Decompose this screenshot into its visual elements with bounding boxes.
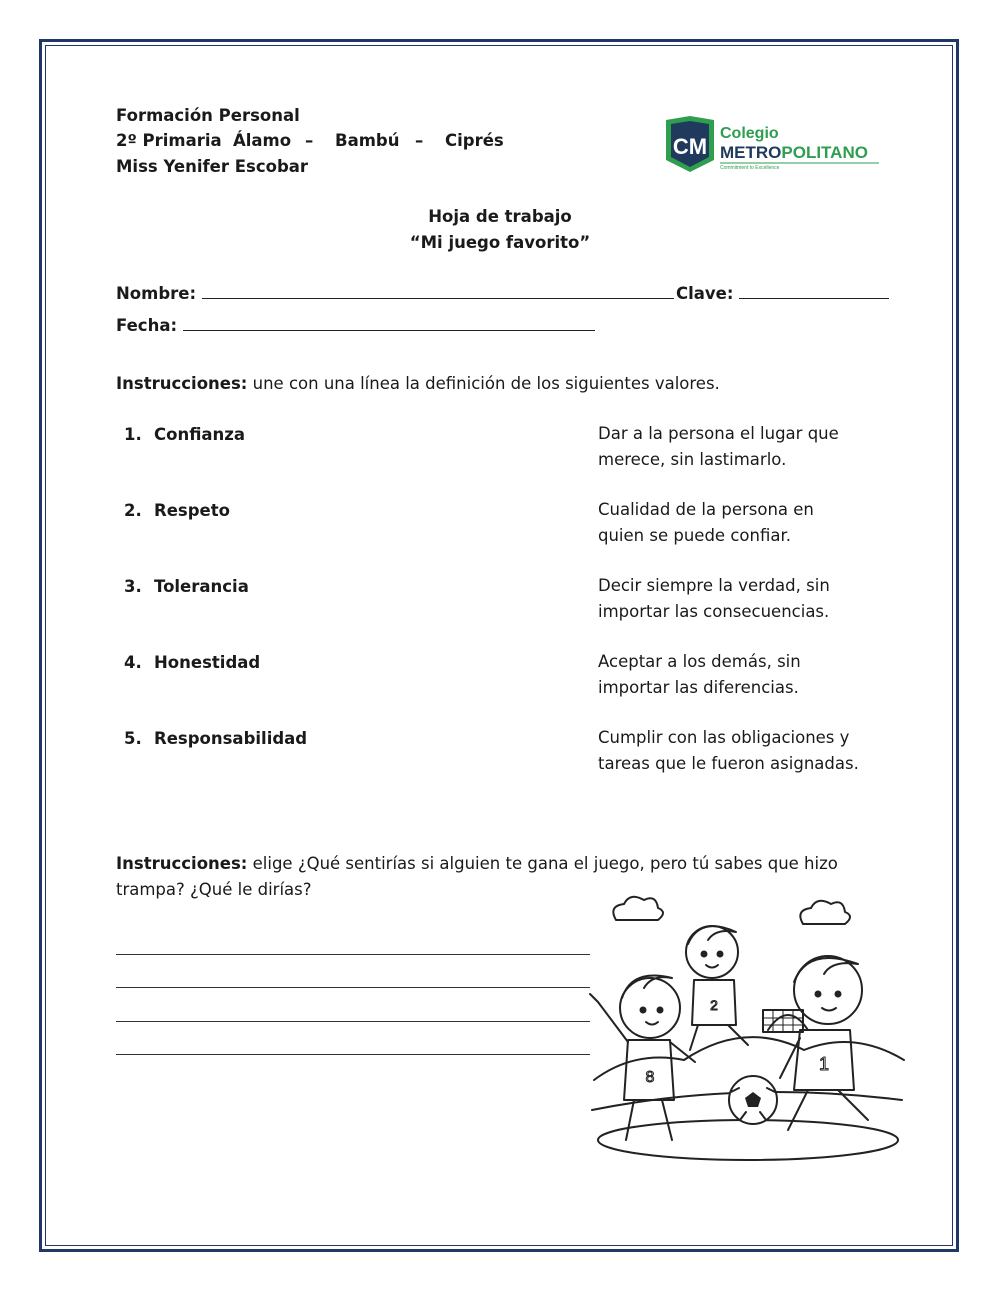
kid-eye [658,1008,663,1013]
cloud-icon [613,897,663,920]
kid-eye [816,992,821,997]
instructions-label: Instrucciones: [116,854,248,873]
term-number: 4. [124,653,142,672]
term-label: Confianza [154,425,246,444]
logo-initials: CM [672,134,708,159]
name-label: Nombre: [116,284,197,303]
subject-title: Formación Personal [116,106,300,125]
cloud-icon [800,901,850,924]
instructions-1 [116,371,720,397]
term-item[interactable] [124,729,307,748]
answer-line[interactable] [116,987,590,988]
date-label: Fecha: [116,316,178,335]
answer-line[interactable] [116,1054,590,1055]
dash: – [415,131,424,150]
term-item[interactable] [124,577,249,596]
kid-eye [718,952,723,957]
instructions-2-line1 [116,851,896,877]
kid-eye [836,992,841,997]
term-item[interactable] [124,501,230,520]
section-cipres: Ciprés [445,131,504,150]
definition-item[interactable] [598,497,898,549]
kid-legs [626,1100,672,1140]
name-input-line[interactable] [202,297,674,299]
kid-head [620,978,680,1038]
school-logo-graphic [664,116,884,176]
term-number: 2. [124,501,142,520]
term-label: Tolerancia [154,577,249,596]
term-number: 5. [124,729,142,748]
section-bambu: Bambú [335,131,400,150]
jersey-number: 1 [818,1054,830,1074]
key-label: Clave: [676,284,734,303]
kid-eye [702,952,707,957]
key-field [676,284,889,303]
definition-line: merece, sin lastimarlo. [598,450,787,469]
date-input-line[interactable] [183,329,595,331]
kid-smile [706,965,718,968]
logo-metropolitano [720,143,868,162]
term-label: Responsabilidad [154,729,308,748]
definition-line: tareas que le fueron asignadas. [598,754,859,773]
worksheet-subtitle: “Mi juego favorito” [409,233,591,252]
term-number: 3. [124,577,142,596]
definition-line: Decir siempre la verdad, sin [598,576,830,595]
definition-line: Aceptar a los demás, sin [598,652,801,671]
definition-line: importar las consecuencias. [598,602,830,621]
instructions-2-line2: trampa? ¿Qué le dirías? [116,880,312,899]
field-ground [598,1120,898,1160]
grade-sections [116,131,504,150]
jersey-number: 2 [710,997,718,1013]
dash: – [305,131,314,150]
logo-colegio: Colegio [720,125,779,142]
kid-legs [690,1025,748,1050]
logo-tagline: Commitment to Excellence [720,165,780,171]
answer-line[interactable] [116,1021,590,1022]
school-logo [664,116,884,176]
soccer-kids-illustration [588,890,908,1165]
kid-smile [646,1022,658,1025]
definition-line: importar las diferencias. [598,678,799,697]
key-input-line[interactable] [739,297,889,299]
kid-smile [822,1008,836,1011]
date-field [116,316,595,335]
definition-item[interactable] [598,725,898,777]
definition-item[interactable] [598,573,898,625]
instructions-text: elige ¿Qué sentirías si alguien te gana el juego, pero tú sabes que hizo [247,854,838,873]
instructions-label: Instrucciones: [116,374,248,393]
term-label: Respeto [154,501,230,520]
teacher-name: Miss Yenifer Escobar [116,157,309,176]
kid-eye [641,1008,646,1013]
definition-line: Cumplir con las obligaciones y [598,728,850,747]
definition-item[interactable] [598,421,898,473]
worksheet-title: Hoja de trabajo [428,207,572,226]
term-item[interactable] [124,653,260,672]
name-field [116,284,674,303]
jersey-number: 8 [645,1069,655,1086]
term-label: Honestidad [154,653,261,672]
grade-label: 2º Primaria [116,131,222,150]
kid-hair [688,926,736,944]
definition-line: Dar a la persona el lugar que [598,424,839,443]
logo-metro: METRO [720,143,782,162]
field-horizon [594,1037,904,1080]
kid-hair [794,958,858,982]
answer-line[interactable] [116,954,590,955]
term-number: 1. [124,425,142,444]
instructions-text: une con una línea la definición de los siguientes valores. [247,374,720,393]
logo-politano: POLITANO [781,143,868,162]
term-item[interactable] [124,425,245,444]
definition-line: quien se puede confiar. [598,526,791,545]
definition-item[interactable] [598,649,898,701]
section-alamo: Álamo [233,131,292,150]
definition-line: Cualidad de la persona en [598,500,814,519]
soccer-illustration-graphic [588,890,908,1165]
